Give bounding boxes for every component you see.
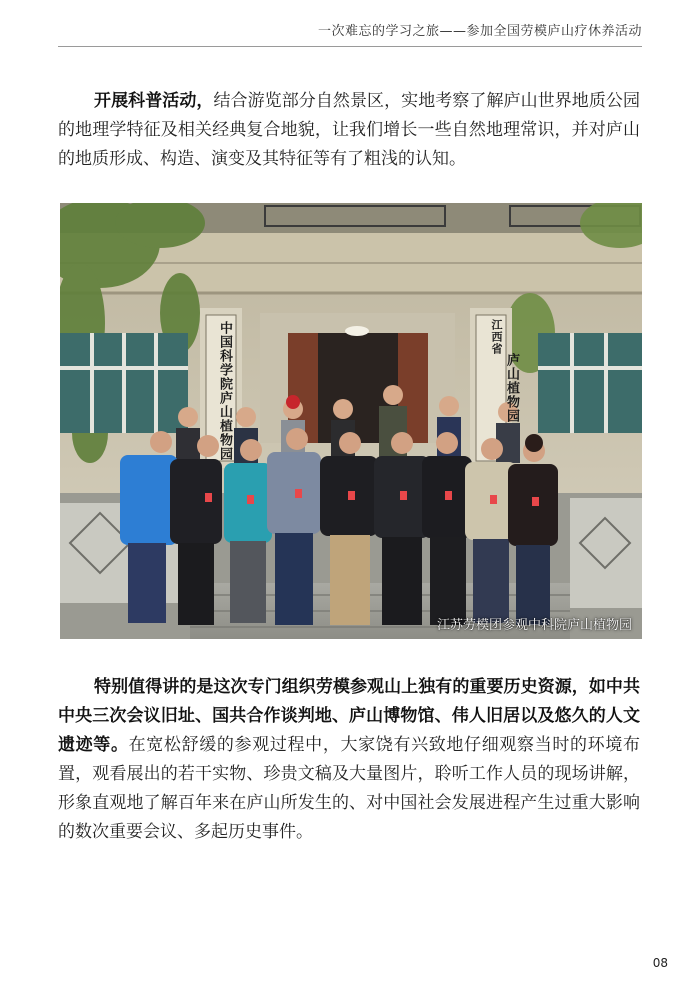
group-photo-illustration	[60, 203, 642, 639]
paragraph-science-activity	[58, 87, 640, 174]
paragraph-history-visit	[58, 673, 640, 847]
group-photo	[60, 203, 642, 639]
page-number: 08	[652, 956, 668, 970]
header-rule	[58, 46, 642, 47]
photo-sign-left: 中国科学院庐山植物园	[217, 321, 232, 461]
paragraph1-bold-lead: 开展科普活动，	[94, 91, 214, 111]
paragraph2-text: 在宽松舒缓的参观过程中，大家饶有兴致地仔细观察当时的环境布置，观看展出的若干实物、珍贵文稿及大量图片，聆听工作人员的现场讲解，形象直观地了解百年来在庐山所发生的、对中国社会发展进程产生过重大影响的数次重要会议、多起历史事件。	[58, 735, 640, 842]
paragraph2-bold-lead: 特别值得讲的是这次专门组织劳模参观山上独有的重要历史资源，如中共中央三次会议旧址、国共合作谈判地、庐山博物馆、伟人旧居以及悠久的人文遗迹等。	[58, 677, 640, 755]
photo-sign-right-top: 江西省	[490, 319, 503, 355]
paragraph1-text: 结合游览部分自然景区，实地考察了解庐山世界地质公园的地理学特征及相关经典复合地貌，让我们增长一些自然地理常识，并对庐山的地质形成、构造、演变及其特征等有了粗浅的认知。	[58, 91, 641, 169]
header-title: 一次难忘的学习之旅——参加全国劳模庐山疗休养活动	[317, 24, 642, 39]
photo-caption: 江苏劳模团参观中科院庐山植物园	[436, 618, 632, 633]
photo-sign-right-main: 庐山植物园	[504, 353, 519, 423]
